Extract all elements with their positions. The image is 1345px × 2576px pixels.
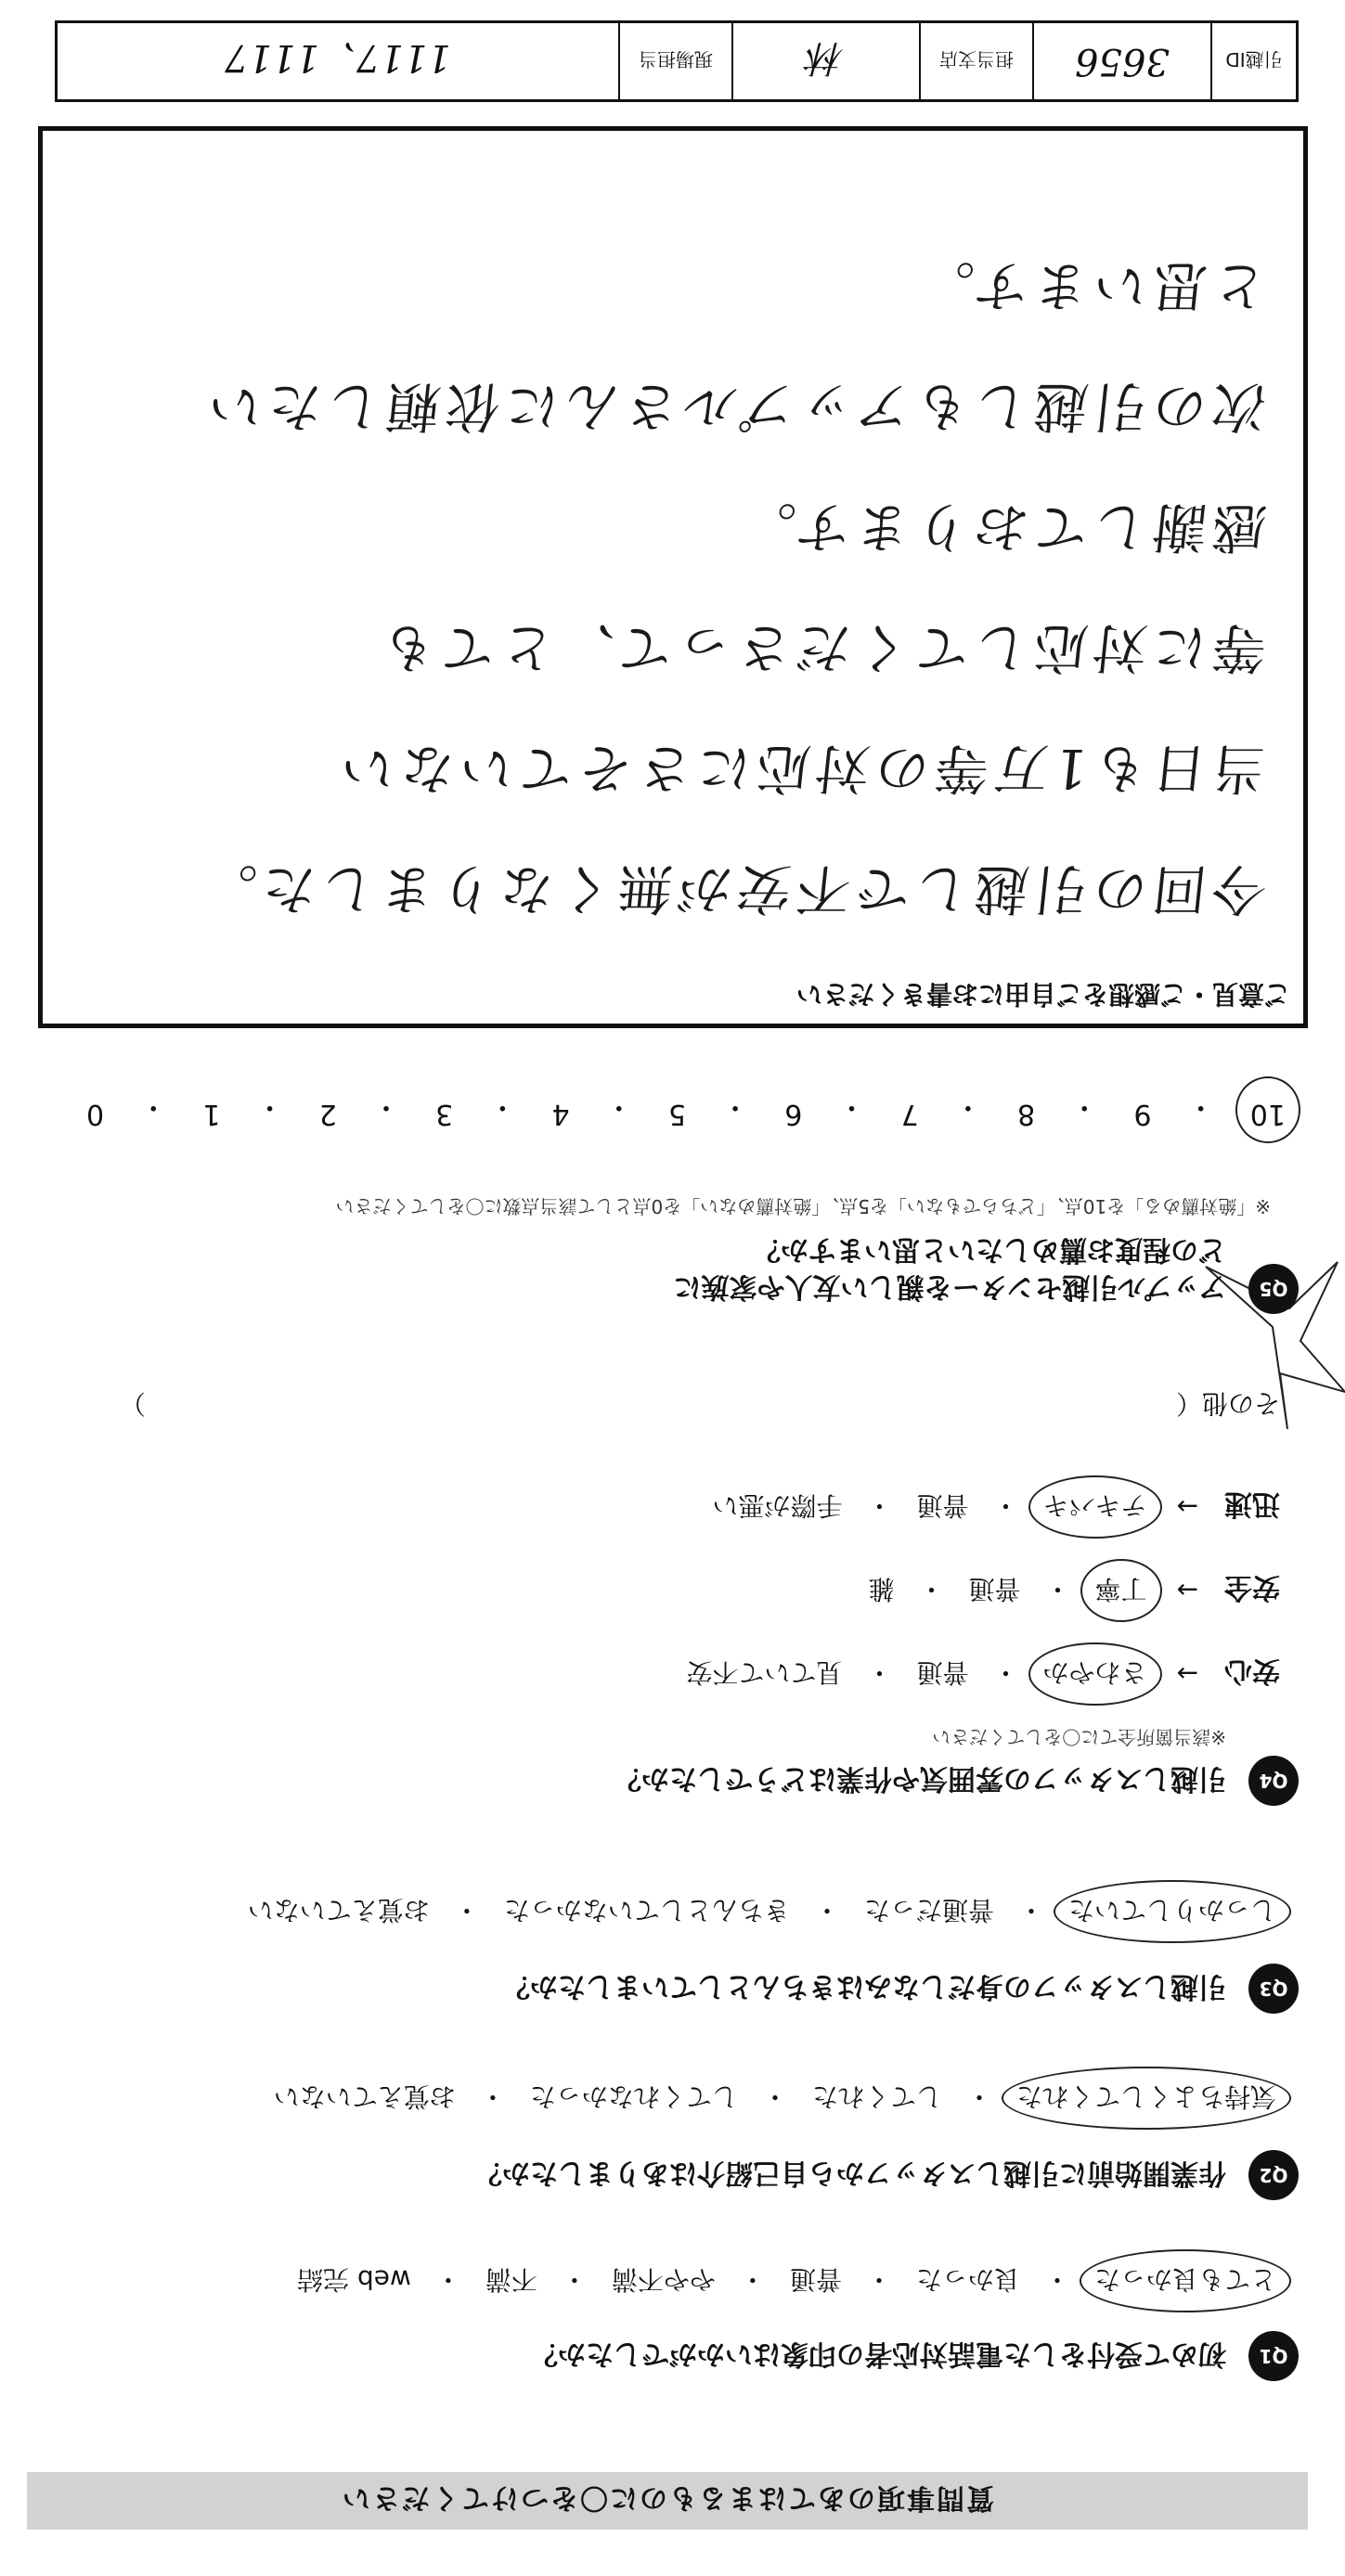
q4-category-3: 迅速 [1224,1488,1280,1520]
group-label: 現場担当 [618,23,731,99]
q4-row-2-option-1[interactable]: 丁寧 [1092,1572,1151,1609]
question-2 [27,2070,1308,2200]
score-0[interactable]: 0 [86,1098,105,1130]
comment-line-6: と思います。 [911,254,1270,317]
q4-row-2-option-2[interactable]: 普通 [968,1574,1021,1604]
q4-category-1: 安心 [1224,1655,1280,1687]
q4-other-label: その他（ [1175,1388,1280,1419]
q3-option-4[interactable]: お覚えていない [247,1895,430,1926]
q4-row-1-option-1[interactable]: さわやか [1040,1655,1151,1693]
q3-option-1[interactable]: しっかりしていた [1065,1893,1280,1930]
question-1 [27,2251,1308,2381]
q4-category-2: 安全 [1224,1571,1280,1604]
score-4[interactable]: 4 [551,1098,570,1130]
score-1[interactable]: 1 [202,1098,221,1130]
q3-options: しっかりしていた ・ 普通だった ・ きちんとしていなかった ・ お覚えていない [244,1893,1280,1930]
q4-row-1-option-3[interactable]: 見ていて不安 [686,1657,843,1688]
q5-badge: Q5 [1248,1264,1299,1314]
q4-row-3-option-2[interactable]: 普通 [916,1490,969,1521]
q2-option-1[interactable]: 気持ちよくしてくれた [1013,2080,1280,2117]
id-table [55,20,1299,102]
score-2[interactable]: 2 [318,1098,337,1130]
q1-option-6[interactable]: web 完結 [297,2264,411,2295]
q4-note: ※該当箇所全てに〇をしてください [932,1726,1226,1748]
q1-option-4[interactable]: やや不満 [611,2264,716,2295]
q5-score-scale: 10 ・ 9 ・ 8 ・ 7 ・ 6 ・ 5 ・ 4 ・ 3 ・ 2 ・ 1 ・ 0 [83,1089,1289,1130]
comment-line-4: 感謝しております。 [732,496,1270,559]
q1-badge: Q1 [1248,2331,1299,2381]
instruction-banner: 質問事項のあてはまるものに〇をつけてください [27,2472,1308,2530]
q2-option-4[interactable]: お覚えていない [273,2081,456,2112]
q4-badge: Q4 [1248,1756,1299,1806]
comment-line-1: 今回の引越しで不安が無くなりました。 [193,857,1270,921]
comment-title: ご意見・ご感想をご自由にお書きください [795,979,1290,1010]
question-4 [27,1453,1308,1806]
q4-row-2-option-3[interactable]: 雑 [868,1574,895,1604]
branch-label: 担当支店 [919,23,1032,99]
q3-badge: Q3 [1248,1964,1299,2014]
q1-option-1[interactable]: とても良かった [1091,2262,1280,2299]
comment-line-3: 等に対応してくださって、とても [372,616,1270,679]
q2-text: 作業開始前に引越しスタッフから自己紹介はありましたか？ [474,2157,1226,2189]
comment-box[interactable] [38,126,1308,1028]
q3-option-3[interactable]: きちんとしていなかった [503,1895,790,1926]
score-5[interactable]: 5 [667,1098,687,1130]
branch-value[interactable]: 林 [731,23,919,99]
q1-text: 初めて受付をした電話対応者の印象はいかがでしたか？ [530,2338,1226,2370]
id-value[interactable]: 3656 [1032,23,1210,99]
score-3[interactable]: 3 [435,1098,454,1130]
q4-row-1-option-2[interactable]: 普通 [916,1657,969,1688]
q1-options: とても良かった ・ 良かった ・ 普通 ・ やや不満 ・ 不満 ・ web 完結 [293,2262,1280,2299]
q2-options: 気持ちよくしてくれた ・ してくれた ・ してくれなかった ・ お覚えていない [270,2080,1280,2117]
score-7[interactable]: 7 [900,1098,919,1130]
id-label: 引越ID [1210,23,1296,99]
question-3 [27,1884,1308,2014]
q4-row-3-option-3[interactable]: 手際が悪い [712,1490,843,1521]
question-5 [27,1156,1308,1314]
comment-line-2: 当日も1万等の対応にさそていない [331,737,1270,800]
q4-row-3: 迅速 → テキパキ ・ 普通 ・ 手際が悪い [708,1487,1280,1527]
q5-note: ※「絶対薦める」を10点、「どちらでもない」を5点、「絶対薦めない」を0点として該当点数に〇をしてください [335,1195,1271,1217]
q2-badge: Q2 [1248,2150,1299,2200]
q4-other-close: ） [120,1388,147,1419]
q4-other-row [120,1386,1280,1423]
q4-text: 引越しスタッフの雰囲気や作業はどうでしたか？ [614,1762,1226,1795]
score-9[interactable]: 9 [1133,1098,1152,1130]
q5-text-line2: どの程度お薦めしたいと思いますか？ [753,1233,1226,1266]
q2-option-2[interactable]: してくれた [811,2081,942,2112]
score-8[interactable]: 8 [1017,1098,1036,1130]
q3-text: 引越しスタッフの身だしなみはきちんとしていましたか？ [502,1970,1226,2003]
score-10[interactable]: 10 [1247,1089,1289,1130]
q4-row-1: 安心 → さわやか ・ 普通 ・ 見ていて不安 [682,1654,1280,1694]
q5-text-line1: アップル引越センターを親しい友人や家族に [673,1270,1226,1303]
q1-option-2[interactable]: 良かった [915,2264,1020,2295]
q2-option-3[interactable]: してくれなかった [529,2081,738,2112]
q4-row-2: 安全 → 丁寧 ・ 普通 ・ 雑 [864,1570,1280,1611]
q3-option-2[interactable]: 普通だった [863,1895,994,1926]
comment-handwriting [80,225,1270,949]
q4-row-3-option-1[interactable]: テキパキ [1040,1488,1151,1526]
score-6[interactable]: 6 [784,1098,803,1130]
q1-option-5[interactable]: 不満 [485,2264,537,2295]
q1-option-3[interactable]: 普通 [789,2264,842,2295]
comment-line-5: 次の引越しもアップルさんに依頼したい [199,375,1270,438]
group-value[interactable]: 1117、1117 [225,36,451,80]
